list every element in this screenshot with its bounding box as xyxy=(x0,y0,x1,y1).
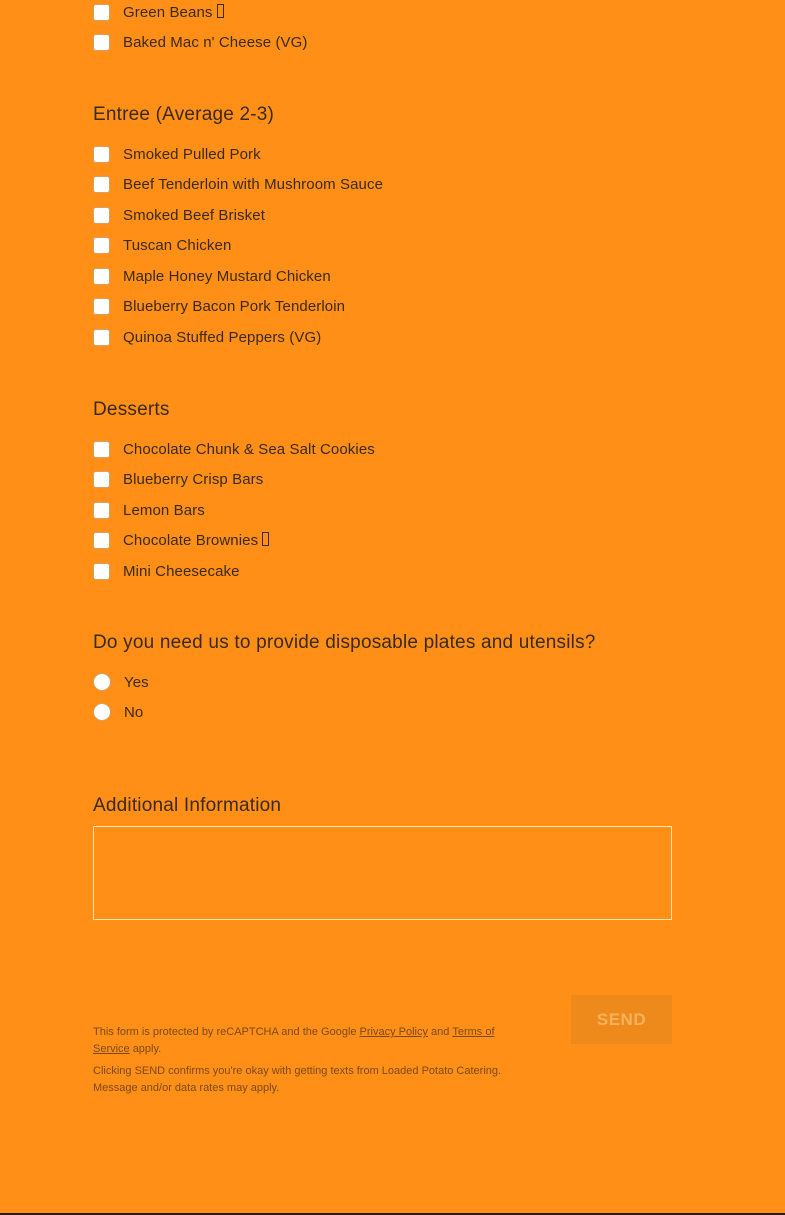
checkbox-option-lemon-bars[interactable] xyxy=(93,498,205,522)
entree-section-title: Entree (Average 2-3) xyxy=(93,104,275,125)
checkbox-option-stuffed-peppers[interactable] xyxy=(93,325,321,349)
option-label: Green Beans xyxy=(123,4,224,21)
checkbox-option-maple-chicken[interactable] xyxy=(93,264,331,288)
option-label: Smoked Beef Brisket xyxy=(123,206,265,224)
checkbox[interactable] xyxy=(93,207,110,224)
checkbox[interactable] xyxy=(93,298,110,315)
option-label: Beef Tenderloin with Mushroom Sauce xyxy=(123,175,384,193)
checkbox-option-baked-mac[interactable] xyxy=(93,30,308,54)
radio-option-no[interactable] xyxy=(93,700,143,724)
desserts-section-title: Desserts xyxy=(93,399,170,420)
recaptcha-text: This form is protected by reCAPTCHA and the Google xyxy=(93,1026,357,1038)
option-label: Chocolate Brownies xyxy=(123,532,269,549)
checkbox[interactable] xyxy=(93,532,110,549)
checkbox-option-green-beans[interactable] xyxy=(93,0,224,24)
option-label: Mini Cheesecake xyxy=(123,562,240,580)
checkbox-option-cheesecake[interactable] xyxy=(93,559,240,583)
option-label: No xyxy=(124,703,144,721)
radio-button[interactable] xyxy=(93,703,111,721)
checkbox[interactable] xyxy=(93,441,110,458)
checkbox-option-pulled-pork[interactable] xyxy=(93,142,261,166)
option-label: Maple Honey Mustard Chicken xyxy=(123,267,331,285)
sms-notice-line-2: Message and/or data rates may apply. xyxy=(93,1082,280,1094)
option-label: Yes xyxy=(124,673,149,691)
missing-glyph-icon xyxy=(262,532,269,546)
option-label: Baked Mac n' Cheese (VG) xyxy=(123,33,308,51)
sms-notice-line-1: Clicking SEND confirms you're okay with getting texts from Loaded Potato Catering. xyxy=(93,1065,502,1077)
option-label: Blueberry Bacon Pork Tenderloin xyxy=(123,297,346,315)
and-text: and xyxy=(430,1026,450,1038)
checkbox[interactable] xyxy=(93,34,110,51)
checkbox[interactable] xyxy=(93,471,110,488)
send-button[interactable]: SEND xyxy=(571,995,672,1044)
option-label: Chocolate Chunk & Sea Salt Cookies xyxy=(123,440,375,458)
checkbox-option-tuscan-chicken[interactable] xyxy=(93,233,231,257)
radio-button[interactable] xyxy=(93,673,111,691)
checkbox[interactable] xyxy=(93,502,110,519)
checkbox-option-blueberry-bars[interactable] xyxy=(93,467,263,491)
terms-of-service-link[interactable]: Terms of xyxy=(452,1026,495,1038)
checkbox[interactable] xyxy=(93,563,110,580)
radio-option-yes[interactable] xyxy=(93,670,149,694)
recaptcha-notice xyxy=(93,1024,553,1058)
apply-text: apply. xyxy=(132,1043,162,1055)
checkbox[interactable] xyxy=(93,146,110,163)
checkbox-option-beef-brisket[interactable] xyxy=(93,203,265,227)
terms-of-service-link-cont[interactable]: Service xyxy=(93,1043,130,1055)
additional-info-textarea[interactable] xyxy=(93,826,672,920)
checkbox[interactable] xyxy=(93,268,110,285)
option-label: Smoked Pulled Pork xyxy=(123,145,261,163)
option-label: Blueberry Crisp Bars xyxy=(123,470,264,488)
checkbox-option-brownies[interactable] xyxy=(93,528,269,552)
option-label: Quinoa Stuffed Peppers (VG) xyxy=(123,328,322,346)
checkbox-option-pork-tenderloin[interactable] xyxy=(93,294,345,318)
checkbox-option-beef-tenderloin[interactable] xyxy=(93,172,383,196)
missing-glyph-icon xyxy=(217,4,224,18)
plates-question-title: Do you need us to provide disposable plates and utensils? xyxy=(93,632,596,653)
option-label: Lemon Bars xyxy=(123,501,205,519)
additional-info-title: Additional Information xyxy=(93,795,282,816)
checkbox[interactable] xyxy=(93,237,110,254)
sms-notice xyxy=(93,1063,553,1097)
checkbox[interactable] xyxy=(93,329,110,346)
checkbox-option-cookies[interactable] xyxy=(93,437,375,461)
privacy-policy-link[interactable]: Privacy Policy xyxy=(359,1026,428,1038)
option-label: Tuscan Chicken xyxy=(123,236,232,254)
checkbox[interactable] xyxy=(93,4,110,21)
checkbox[interactable] xyxy=(93,176,110,193)
